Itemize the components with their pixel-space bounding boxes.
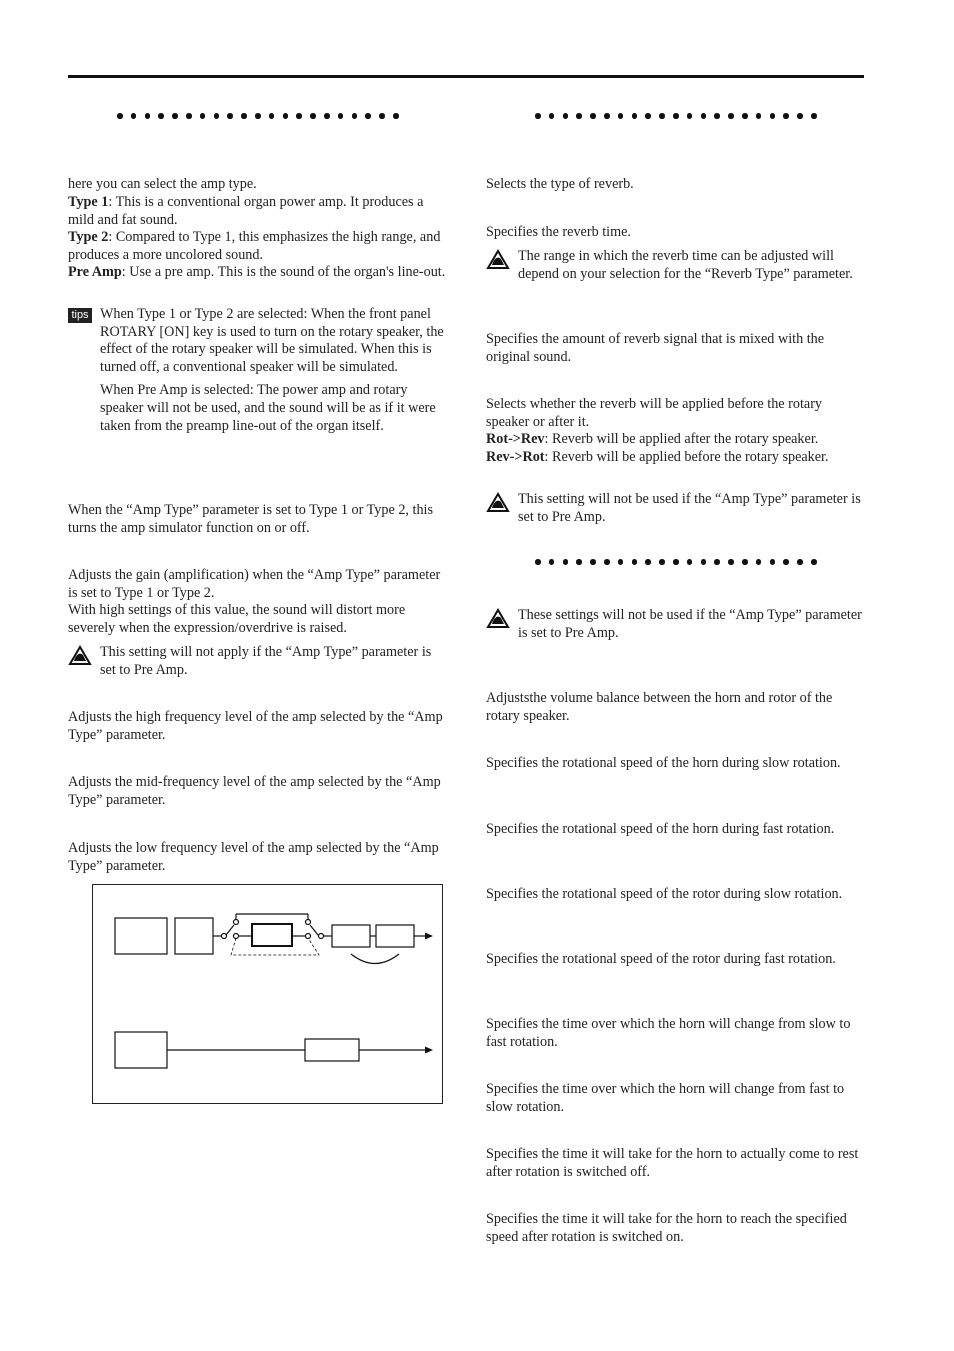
rotor-slow-desc: Specifies the rotational speed of the rotor during slow rotation. — [486, 886, 843, 902]
divider-dot — [811, 113, 817, 119]
caution-hand-icon — [486, 491, 510, 513]
block-amp — [252, 924, 292, 946]
divider-dot — [645, 113, 651, 119]
amp-type-preamp — [68, 264, 448, 282]
divider-dot — [535, 559, 541, 565]
reverb-type-desc: Selects the type of reverb. — [486, 176, 634, 192]
section-divider-rotary — [535, 559, 817, 569]
balance-desc: Adjuststhe volume balance between the horn and rotor of the rotary speaker. — [486, 690, 833, 724]
divider-dot — [590, 559, 596, 565]
section-divider-amp — [117, 113, 399, 123]
divider-dot — [618, 113, 624, 119]
signal-flow-svg — [93, 885, 444, 1105]
divider-dot — [549, 559, 555, 565]
rev-rot-text: : Reverb will be applied before the rotary speaker. — [544, 449, 829, 465]
header-rule — [68, 75, 864, 78]
divider-dot — [338, 113, 344, 119]
amp-type-intro: here you can select the amp type. — [68, 176, 257, 192]
high-desc: Adjusts the high frequency level of the amp selected by the “Amp Type” parameter. — [68, 709, 443, 743]
gain-caution-note — [68, 644, 448, 679]
divider-dot — [563, 559, 569, 565]
preamp-label: Pre Amp — [68, 264, 122, 280]
divider-dot — [145, 113, 151, 119]
type1-label: Type 1 — [68, 194, 109, 210]
divider-dot — [604, 113, 610, 119]
divider-dot — [659, 559, 665, 565]
divider-dot — [296, 113, 302, 119]
rotor-fast-desc: Specifies the rotational speed of the rotor during fast rotation. — [486, 951, 836, 967]
divider-dot — [770, 113, 776, 119]
divider-dot — [673, 559, 679, 565]
horn-decel-desc: Specifies the time over which the horn will change from fast to slow rotation. — [486, 1081, 845, 1115]
position-caution-note — [486, 491, 866, 526]
caution-hand-icon — [68, 644, 92, 666]
divider-dot — [742, 559, 748, 565]
divider-dot — [186, 113, 192, 119]
divider-dot — [742, 113, 748, 119]
divider-dot — [701, 113, 707, 119]
low-desc: Adjusts the low frequency level of the amp selected by the “Amp Type” parameter. — [68, 840, 439, 874]
divider-dot — [576, 113, 582, 119]
reverb-time-desc: Specifies the reverb time. — [486, 224, 631, 240]
block-rotor — [376, 925, 414, 947]
divider-dot — [770, 559, 776, 565]
divider-dot — [535, 113, 541, 119]
divider-dot — [714, 559, 720, 565]
divider-dot — [117, 113, 123, 119]
reverb-amount-desc: Specifies the amount of reverb signal that is mixed with the original sound. — [486, 331, 825, 365]
divider-dot — [241, 113, 247, 119]
divider-dot — [673, 113, 679, 119]
divider-dot — [811, 559, 817, 565]
preamp-text: : Use a pre amp. This is the sound of the organ's line-out. — [121, 264, 446, 280]
divider-dot — [797, 559, 803, 565]
horn-start-desc: Specifies the time it will take for the horn to reach the specified speed after rotation is switched on. — [486, 1211, 847, 1245]
horn-fast-desc: Specifies the rotational speed of the horn during fast rotation. — [486, 821, 835, 837]
divider-dot — [590, 113, 596, 119]
signal-flow-diagram — [92, 884, 443, 1104]
amp-simulator-desc: When the “Amp Type” parameter is set to Type 1 or Type 2, this turns the amp simulator function on or off. — [68, 502, 434, 536]
divider-dot — [756, 113, 762, 119]
divider-dot — [618, 559, 624, 565]
divider-dot — [632, 559, 638, 565]
block-b — [175, 918, 213, 954]
gain-caution-text: This setting will not apply if the “Amp Type” parameter is set to Pre Amp. — [100, 644, 432, 678]
divider-dot — [576, 559, 582, 565]
block-d — [305, 1039, 359, 1061]
divider-dot — [365, 113, 371, 119]
divider-dot — [701, 559, 707, 565]
divider-dot — [797, 113, 803, 119]
divider-dot — [728, 113, 734, 119]
divider-dot — [687, 559, 693, 565]
divider-dot — [352, 113, 358, 119]
tips-note — [68, 306, 448, 435]
divider-dot — [310, 113, 316, 119]
divider-dot — [200, 113, 206, 119]
divider-dot — [227, 113, 233, 119]
rot-rev-label: Rot->Rev — [486, 431, 545, 447]
divider-dot — [283, 113, 289, 119]
type2-label: Type 2 — [68, 229, 109, 245]
divider-dot — [158, 113, 164, 119]
position-caution-text: This setting will not be used if the “Amp Type” parameter is set to Pre Amp. — [518, 491, 861, 525]
rotary-caution-note — [486, 607, 866, 642]
type1-text: : This is a conventional organ power amp. It produces a mild and fat sound. — [68, 194, 424, 228]
mid-desc: Adjusts the mid-frequency level of the amp selected by the “Amp Type” parameter. — [68, 774, 441, 808]
divider-dot — [324, 113, 330, 119]
divider-dot — [783, 113, 789, 119]
caution-hand-icon — [486, 607, 510, 629]
divider-dot — [255, 113, 261, 119]
block-c — [115, 1032, 167, 1068]
type2-text: : Compared to Type 1, this emphasizes the high range, and produces a more uncolored sound. — [68, 229, 441, 263]
rev-rot-label: Rev->Rot — [486, 449, 545, 465]
horn-stop-desc: Specifies the time it will take for the horn to actually come to rest after rotation is switched off. — [486, 1146, 859, 1180]
tips-text-1: When Type 1 or Type 2 are selected: When the front panel ROTARY [ON] key is used to turn on the rotary speaker, the effect of the rotary speaker will be simulated. When this is turned off, a conventional speaker will be simulated. — [100, 306, 444, 375]
section-divider-reverb — [535, 113, 817, 123]
divider-dot — [604, 559, 610, 565]
divider-dot — [549, 113, 555, 119]
amp-type-1 — [68, 194, 448, 229]
divider-dot — [379, 113, 385, 119]
divider-dot — [214, 113, 220, 119]
gain-desc: Adjusts the gain (amplification) when the “Amp Type” parameter is set to Type 1 or Type 2. With high settings of this value, the sound will distort more severely when the expression/overdrive is raised. — [68, 567, 441, 636]
divider-dot — [687, 113, 693, 119]
divider-dot — [728, 559, 734, 565]
divider-dot — [756, 559, 762, 565]
divider-dot — [172, 113, 178, 119]
tips-icon: tips — [68, 308, 92, 323]
divider-dot — [783, 559, 789, 565]
reverb-position-desc: Selects whether the reverb will be applied before the rotary speaker or after it. — [486, 396, 823, 430]
rot-rev-option — [486, 431, 866, 449]
block-horn — [332, 925, 370, 947]
divider-dot — [714, 113, 720, 119]
divider-dot — [393, 113, 399, 119]
rev-rot-option — [486, 449, 866, 467]
horn-slow-desc: Specifies the rotational speed of the horn during slow rotation. — [486, 755, 841, 771]
divider-dot — [632, 113, 638, 119]
reverb-time-caution-text: The range in which the reverb time can be adjusted will depend on your selection for the “Reverb Type” parameter. — [518, 248, 853, 282]
caution-hand-icon — [486, 248, 510, 270]
amp-type-2 — [68, 229, 448, 264]
tips-text-2: When Pre Amp is selected: The power amp and rotary speaker will not be used, and the sound will be as if it were taken from the preamp line-out of the organ itself. — [100, 382, 436, 434]
block-a — [115, 918, 167, 954]
divider-dot — [131, 113, 137, 119]
divider-dot — [659, 113, 665, 119]
divider-dot — [563, 113, 569, 119]
rotary-caution-text: These settings will not be used if the “Amp Type” parameter is set to Pre Amp. — [518, 607, 862, 641]
divider-dot — [645, 559, 651, 565]
rot-rev-text: : Reverb will be applied after the rotary speaker. — [544, 431, 819, 447]
horn-accel-desc: Specifies the time over which the horn will change from slow to fast rotation. — [486, 1016, 851, 1050]
divider-dot — [269, 113, 275, 119]
reverb-time-caution-note — [486, 248, 866, 283]
